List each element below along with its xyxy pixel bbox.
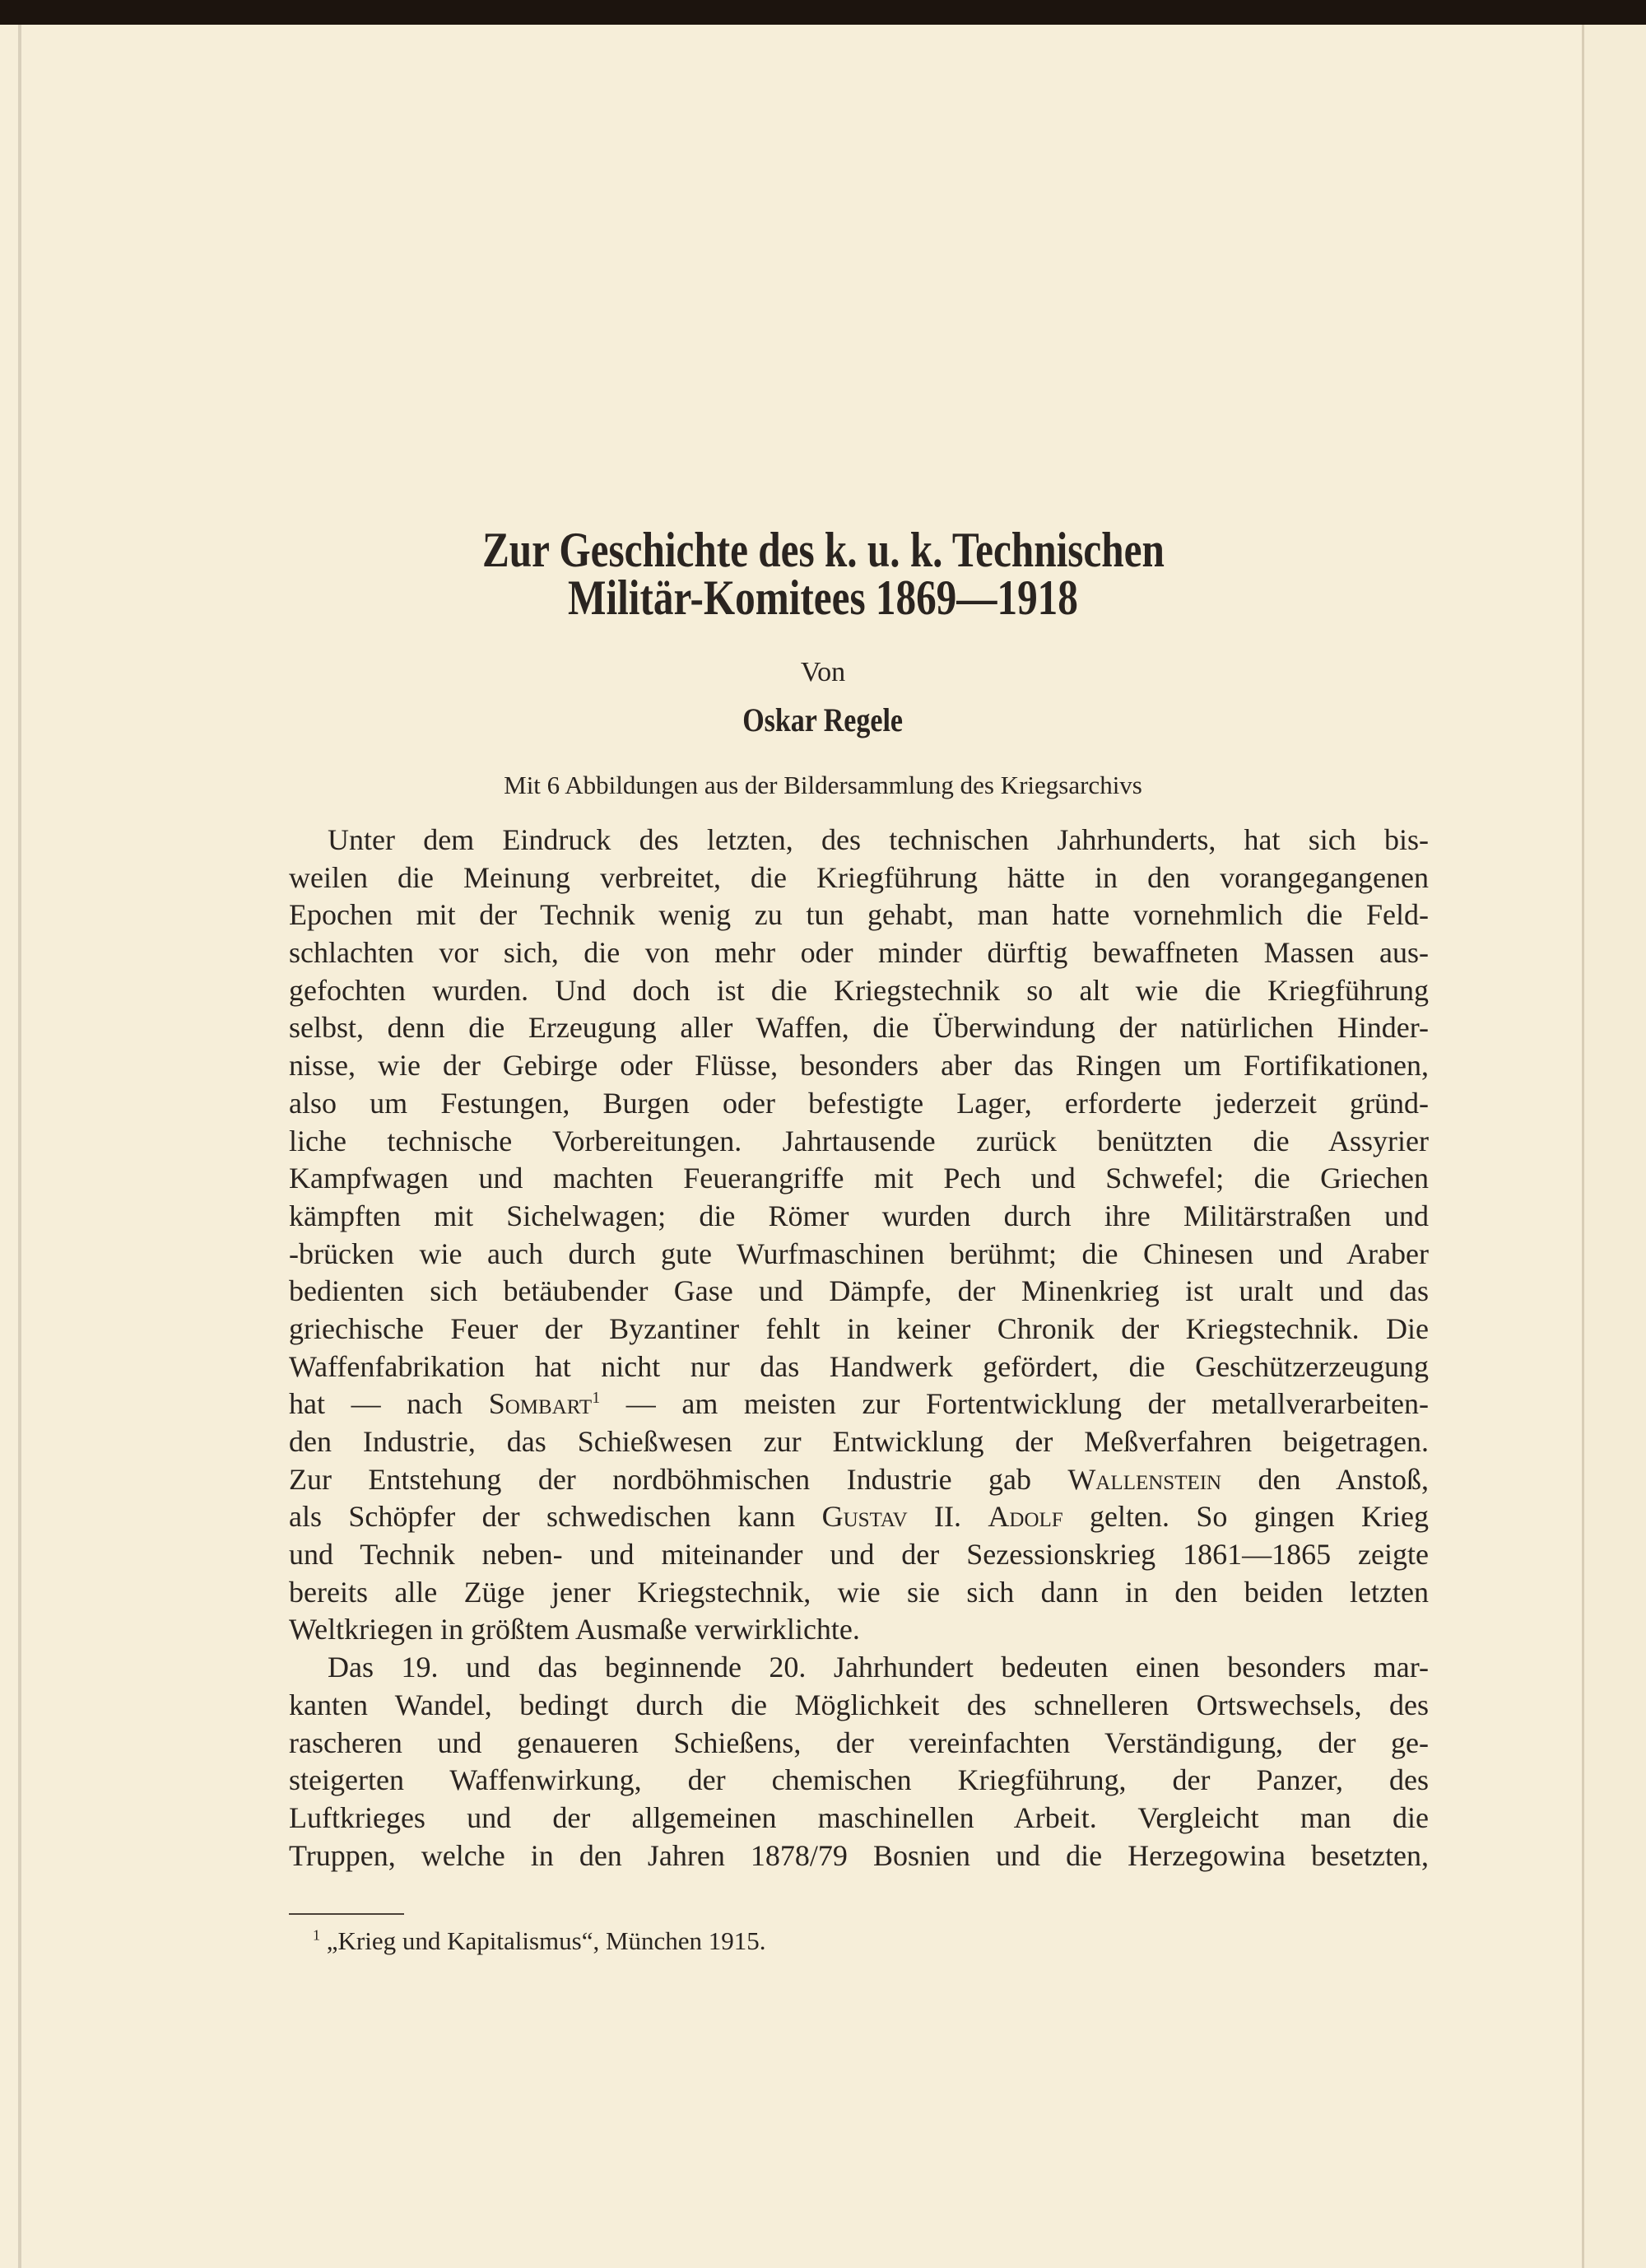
body-text-line	[289, 1198, 1429, 1236]
text-run: hat — nach	[289, 1387, 489, 1421]
body-text-line	[289, 1837, 1429, 1875]
body-text-line	[289, 1236, 1429, 1274]
footnote-reference: 1	[592, 1389, 601, 1408]
body-text-line	[289, 1009, 1429, 1047]
adjacent-page-strip	[1584, 25, 1646, 2268]
body-text-line	[289, 1800, 1429, 1837]
body-text-line	[289, 859, 1429, 897]
body-text-line	[289, 1611, 1429, 1649]
body-text-line	[289, 1461, 1429, 1499]
footnote-marker: 1	[313, 1926, 320, 1944]
body-text-line	[289, 1047, 1429, 1085]
text-run: und Technik neben- und miteinander und der Sezessionskrieg 1861—1865 zeigte	[289, 1538, 1429, 1572]
body-text-line	[289, 822, 1429, 859]
text-run: kanten Wandel, bedingt durch die Möglichkeit des schnelleren Ortswechsels, des	[289, 1688, 1429, 1721]
text-run: steigerten Waffenwirkung, der chemischen Kriegführung, der Panzer, des	[289, 1763, 1429, 1797]
body-text-line	[289, 1687, 1429, 1725]
text-run: Truppen, welche in den Jahren 1878/79 Bosnien und die Herzegowina besetzten,	[289, 1838, 1429, 1872]
title-text-2: Militär-Komitees 1869—1918	[568, 570, 1078, 625]
text-run: Kampfwagen und machten Feuerangriffe mit Pech und Schwefel; die Griechen	[289, 1162, 1429, 1195]
footnote	[313, 1925, 766, 1958]
text-run: Weltkriegen in größtem Ausmaße verwirklichte.	[289, 1613, 860, 1646]
body-text-line	[289, 1423, 1429, 1461]
text-run: Unter dem Eindruck des letzten, des technischen Jahrhunderts, hat sich bis-	[328, 823, 1429, 856]
text-run: liche technische Vorbereitungen. Jahrtausende zurück benützten die Assyrier	[289, 1124, 1429, 1157]
title-text-1: Zur Geschichte des k. u. k. Technischen	[481, 523, 1165, 577]
body-text-line	[289, 1498, 1429, 1536]
article-title-line-2	[0, 570, 1646, 625]
body-text-line	[289, 1160, 1429, 1198]
body-text-line	[289, 972, 1429, 1010]
small-caps-name: Sombart	[488, 1387, 593, 1421]
text-run: als Schöpfer der schwedischen kann	[289, 1500, 822, 1534]
body-text-line	[289, 896, 1429, 934]
article-body	[289, 822, 1429, 1874]
text-run: weilen die Meinung verbreitet, die Kriegführung hätte in den vorangegangenen	[289, 860, 1429, 894]
footnote-divider	[289, 1913, 404, 1915]
body-text-line	[289, 1385, 1429, 1423]
text-run: den Industrie, das Schießwesen zur Entwicklung der Meßverfahren beigetragen.	[289, 1425, 1429, 1458]
text-run: griechische Feuer der Byzantiner fehlt in keiner Chronik der Kriegstechnik. Die	[289, 1311, 1429, 1345]
body-text-line	[289, 1574, 1429, 1612]
body-text-line	[289, 1085, 1429, 1123]
text-run: gelten. So gingen Krieg	[1062, 1500, 1429, 1534]
small-caps-name: Gustav	[821, 1500, 908, 1534]
subtitle: Mit 6 Abbildungen aus der Bildersammlung des Kriegsarchivs	[504, 771, 1142, 799]
text-run: Luftkrieges und der allgemeinen maschinellen Arbeit. Vergleicht man die	[289, 1800, 1429, 1834]
text-run: — am meisten zur Fortentwicklung der metallverarbeiten-	[600, 1387, 1429, 1421]
text-run: kämpften mit Sichelwagen; die Römer wurden durch ihre Militärstraßen und	[289, 1199, 1429, 1232]
body-text-line	[289, 934, 1429, 972]
body-text-line	[289, 1273, 1429, 1311]
body-text-line	[289, 1348, 1429, 1386]
page-left-edge	[18, 25, 21, 2268]
text-run: II.	[907, 1500, 988, 1534]
text-run: Zur Entstehung der nordböhmischen Industrie gab	[289, 1462, 1068, 1496]
body-text-line	[289, 1649, 1429, 1687]
text-run: den Anstoß,	[1221, 1462, 1429, 1496]
body-text-line	[289, 1123, 1429, 1161]
text-run: also um Festungen, Burgen oder befestigte Lager, erforderte jederzeit gründ-	[289, 1086, 1429, 1120]
body-text-line	[289, 1725, 1429, 1763]
author-name	[0, 702, 1646, 738]
text-run: bedienten sich betäubender Gase und Dämpfe, der Minenkrieg ist uralt und das	[289, 1274, 1429, 1308]
body-text-line	[289, 1536, 1429, 1574]
text-run: -brücken wie auch durch gute Wurfmaschinen berühmt; die Chinesen und Araber	[289, 1236, 1429, 1270]
article-title-line-1	[0, 525, 1646, 575]
author-text: Oskar Regele	[742, 701, 904, 738]
text-run: bereits alle Züge jener Kriegstechnik, wie sie sich dann in den beiden letzten	[289, 1575, 1429, 1609]
small-caps-name: Adolf	[988, 1500, 1063, 1534]
text-run: nisse, wie der Gebirge oder Flüsse, besonders aber das Ringen um Fortifikationen,	[289, 1049, 1429, 1083]
body-text-line	[289, 1762, 1429, 1800]
text-run: schlachten vor sich, die von mehr oder minder dürftig bewaffneten Massen aus-	[289, 936, 1429, 970]
scan-top-border	[0, 0, 1646, 25]
body-text-line	[289, 1311, 1429, 1348]
text-run: selbst, denn die Erzeugung aller Waffen, die Überwindung der natürlichen Hinder-	[289, 1011, 1429, 1045]
page-right-edge	[1582, 25, 1584, 2268]
small-caps-name: Wallenstein	[1067, 1462, 1222, 1496]
text-run: rascheren und genaueren Schießens, der vereinfachten Verständigung, der ge-	[289, 1725, 1429, 1759]
text-run: gefochten wurden. Und doch ist die Kriegstechnik so alt wie die Kriegführung	[289, 973, 1429, 1007]
text-run: Epochen mit der Technik wenig zu tun gehabt, man hatte vornehmlich die Feld-	[289, 898, 1429, 932]
text-run: Waffenfabrikation hat nicht nur das Handwerk gefördert, die Geschützerzeugung	[289, 1349, 1429, 1383]
text-run: Das 19. und das beginnende 20. Jahrhundert bedeuten einen besonders mar-	[328, 1651, 1429, 1684]
footnote-text: „Krieg und Kapitalismus“, München 1915.	[326, 1926, 766, 1955]
byline-prefix: Von	[800, 657, 846, 687]
